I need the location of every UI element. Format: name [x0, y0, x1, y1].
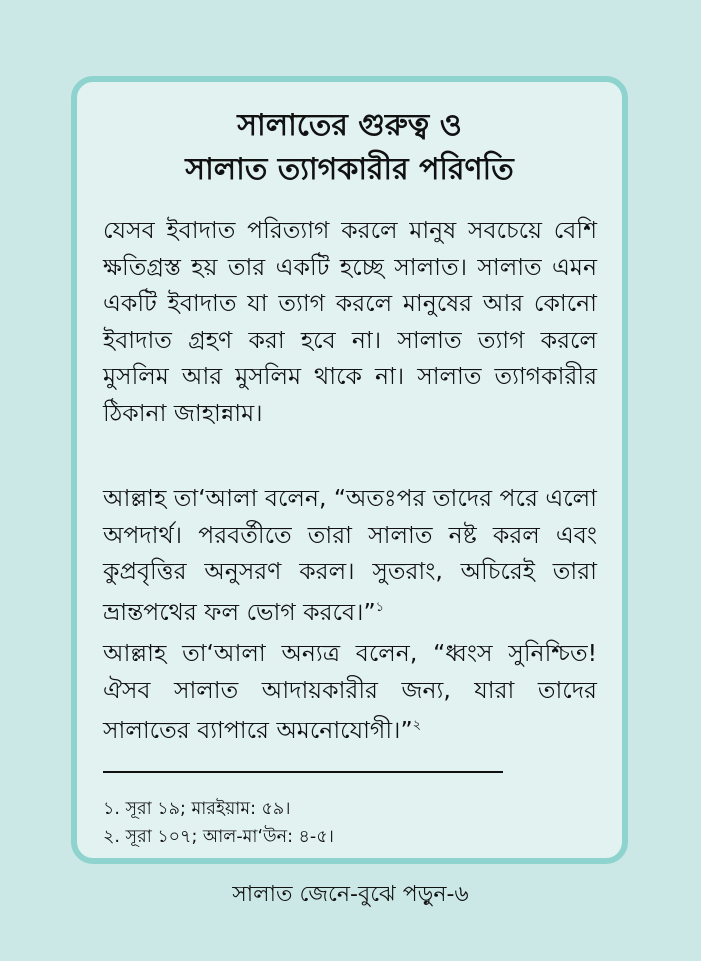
footnote-ref-2: ২	[412, 718, 422, 734]
footnote-2: ২. সূরা ১০৭; আল-মা‘উন: ৪-৫।	[103, 827, 334, 847]
paragraph-intro-text: যেসব ইবাদাত পরিত্যাগ করলে মানুষ সবচেয়ে বেশি ক্ষতিগ্রস্ত হয় তার একটি হচ্ছে সালাত। সালাত এমন একটি ইবাদাত যা ত্যাগ করলে মানুষের আর কোনো ইবাদাত গ্রহণ করা হবে না। সালাত ত্যাগ করলে মুসলিম আর মুসলিম থাকে না। সালাত ত্যাগকারীর ঠিকানা জাহান্নাম।	[103, 216, 597, 427]
paragraph-quote-2-text: আল্লাহ তা‘আলা অন্যত্র বলেন, “ধ্বংস সুনিশ্চিত! ঐসব সালাত আদায়কারীর জন্য, যারা তাদের সালাতের ব্যাপারে অমনোযোগী।”	[103, 639, 597, 745]
page-title-line-1: সালাতের গুরুত্ব ও	[237, 108, 462, 143]
page-footer: সালাত জেনে-বুঝে পড়ুন-৬	[232, 882, 469, 907]
paragraph-quote-2	[103, 635, 597, 749]
paragraph-quote-1-text: আল্লাহ তা‘আলা বলেন, “অতঃপর তাদের পরে এলো অপদার্থ। পরবর্তীতে তারা সালাত নষ্ট করল এবং কুপ্রবৃত্তির অনুসরণ করল। সুতরাং, অচিরেই তারা ভ্রান্তপথের ফল ভোগ করবে।”	[103, 484, 597, 626]
footnote-divider	[103, 771, 503, 773]
footnote-ref-1: ১	[375, 599, 385, 615]
footnote-1: ১. সূরা ১৯; মারইয়াম: ৫৯।	[103, 799, 291, 819]
paragraph-quote-1	[103, 480, 597, 630]
content-card	[71, 76, 628, 864]
paragraph-intro	[103, 212, 597, 432]
page-title-line-2: সালাত ত্যাগকারীর পরিণতি	[185, 152, 514, 187]
